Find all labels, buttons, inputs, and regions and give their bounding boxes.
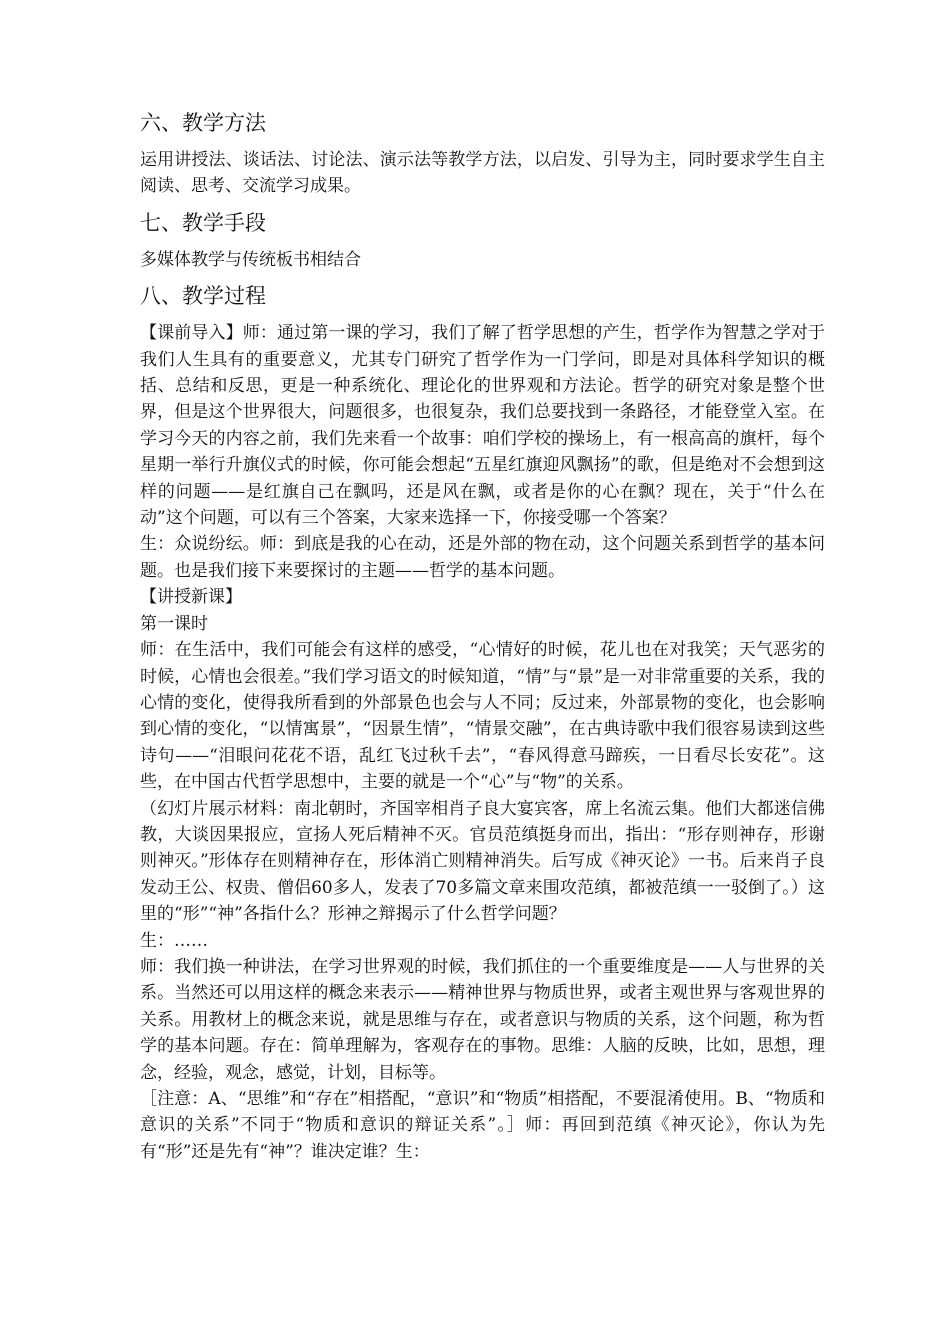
basic-question-paragraph: 师：我们换一种讲法，在学习世界观的时候，我们抓住的一个重要维度是——人与世界的关系。当然还可以用这样的概念来表示——精神世界与物质世界，或者主观世界与客观世界的关系。用教材上的概念来说，就是思维与存在，或者意识与物质的关系，这个问题，称为哲学的基本问题。存在：简单理解为，客观存在的事物。思维：人脑的反映，比如，思想，理念，经验，观念，感觉，计划，目标等。 bbox=[140, 956, 825, 1083]
methods-paragraph: 运用讲授法、谈话法、讨论法、演示法等教学方法，以启发、引导为主，同时要求学生自主阅读、思考、交流学习成果。 bbox=[140, 150, 825, 197]
slide-material-paragraph: （幻灯片展示材料：南北朝时，齐国宰相肖子良大宴宾客，席上名流云集。他们大都迷信佛教，大谈因果报应，宣扬人死后精神不灭。官员范缜挺身而出，指出：“形存则神存，形谢则神灭。”形体存在则精神存在，形体消亡则精神消失。后写成《神灭论》一书。后来肖子良发动王公、权贵、僧侣60多人，发表了70多篇文章来围攻范缜，都被范缜一一驳倒了。）这里的“形”“神”各指什么？形神之辩揭示了什么哲学问题？ bbox=[140, 798, 825, 925]
new-lesson-label: 【讲授新课】 bbox=[140, 587, 242, 608]
section-heading-process: 八、教学过程 bbox=[140, 284, 266, 309]
means-paragraph: 多媒体教学与传统板书相结合 bbox=[140, 249, 361, 270]
section-heading-methods: 六、教学方法 bbox=[140, 111, 266, 135]
document-page bbox=[140, 108, 825, 1165]
teacher-emotion-paragraph: 师：在生活中，我们可能会有这样的感受，“心情好的时候，花儿也在对我笑；天气恶劣的时候，心情也会很差。”我们学习语文的时候知道，“情”与“景”是一对非常重要的关系，我的心情的变化，使得我所看到的外部景色也会与人不同；反过来，外部景物的变化，也会影响到心情的变化，“以情寓景”，“因景生情”，“情景交融”，在古典诗歌中我们很容易读到这些诗句——“泪眼问花花不语，乱红飞过秋千去”，“春风得意马蹄疾，一日看尽长安花”。这些，在中国古代哲学思想中，主要的就是一个“心”与“物”的关系。 bbox=[140, 640, 825, 793]
student-response-paragraph: 生：众说纷纭。师：到底是我的心在动，还是外部的物在动，这个问题关系到哲学的基本问题。也是我们接下来要探讨的主题——哲学的基本问题。 bbox=[140, 534, 825, 581]
first-period-label: 第一课时 bbox=[140, 613, 208, 634]
student-ellipsis: 生：…… bbox=[140, 930, 208, 951]
note-paragraph: ［注意：A、“思维”和“存在”相搭配，“意识”和“物质”相搭配，不要混淆使用。B、“物质和意识的关系”不同于“物质和意识的辩证关系”。］师：再回到范缜《神灭论》，你认为先有“形”还是先有“神”？谁决定谁？生： bbox=[140, 1089, 825, 1162]
intro-paragraph: 【课前导入】师：通过第一课的学习，我们了解了哲学思想的产生，哲学作为智慧之学对于我们人生具有的重要意义，尤其专门研究了哲学作为一门学问，即是对具体科学知识的概括、总结和反思，更是一种系统化、理论化的世界观和方法论。哲学的研究对象是整个世界，但是这个世界很大，问题很多，也很复杂，我们总要找到一条路径，才能登堂入室。在学习今天的内容之前，我们先来看一个故事：咱们学校的操场上，有一根高高的旗杆，每个星期一举行升旗仪式的时候，你可能会想起“五星红旗迎风飘扬”的歌，但是绝对不会想到这样的问题——是红旗自己在飘吗，还是风在飘，或者是你的心在飘？现在，关于“什么在动”这个问题，可以有三个答案，大家来选择一下，你接受哪一个答案？ bbox=[140, 323, 825, 529]
section-heading-means: 七、教学手段 bbox=[140, 210, 266, 235]
